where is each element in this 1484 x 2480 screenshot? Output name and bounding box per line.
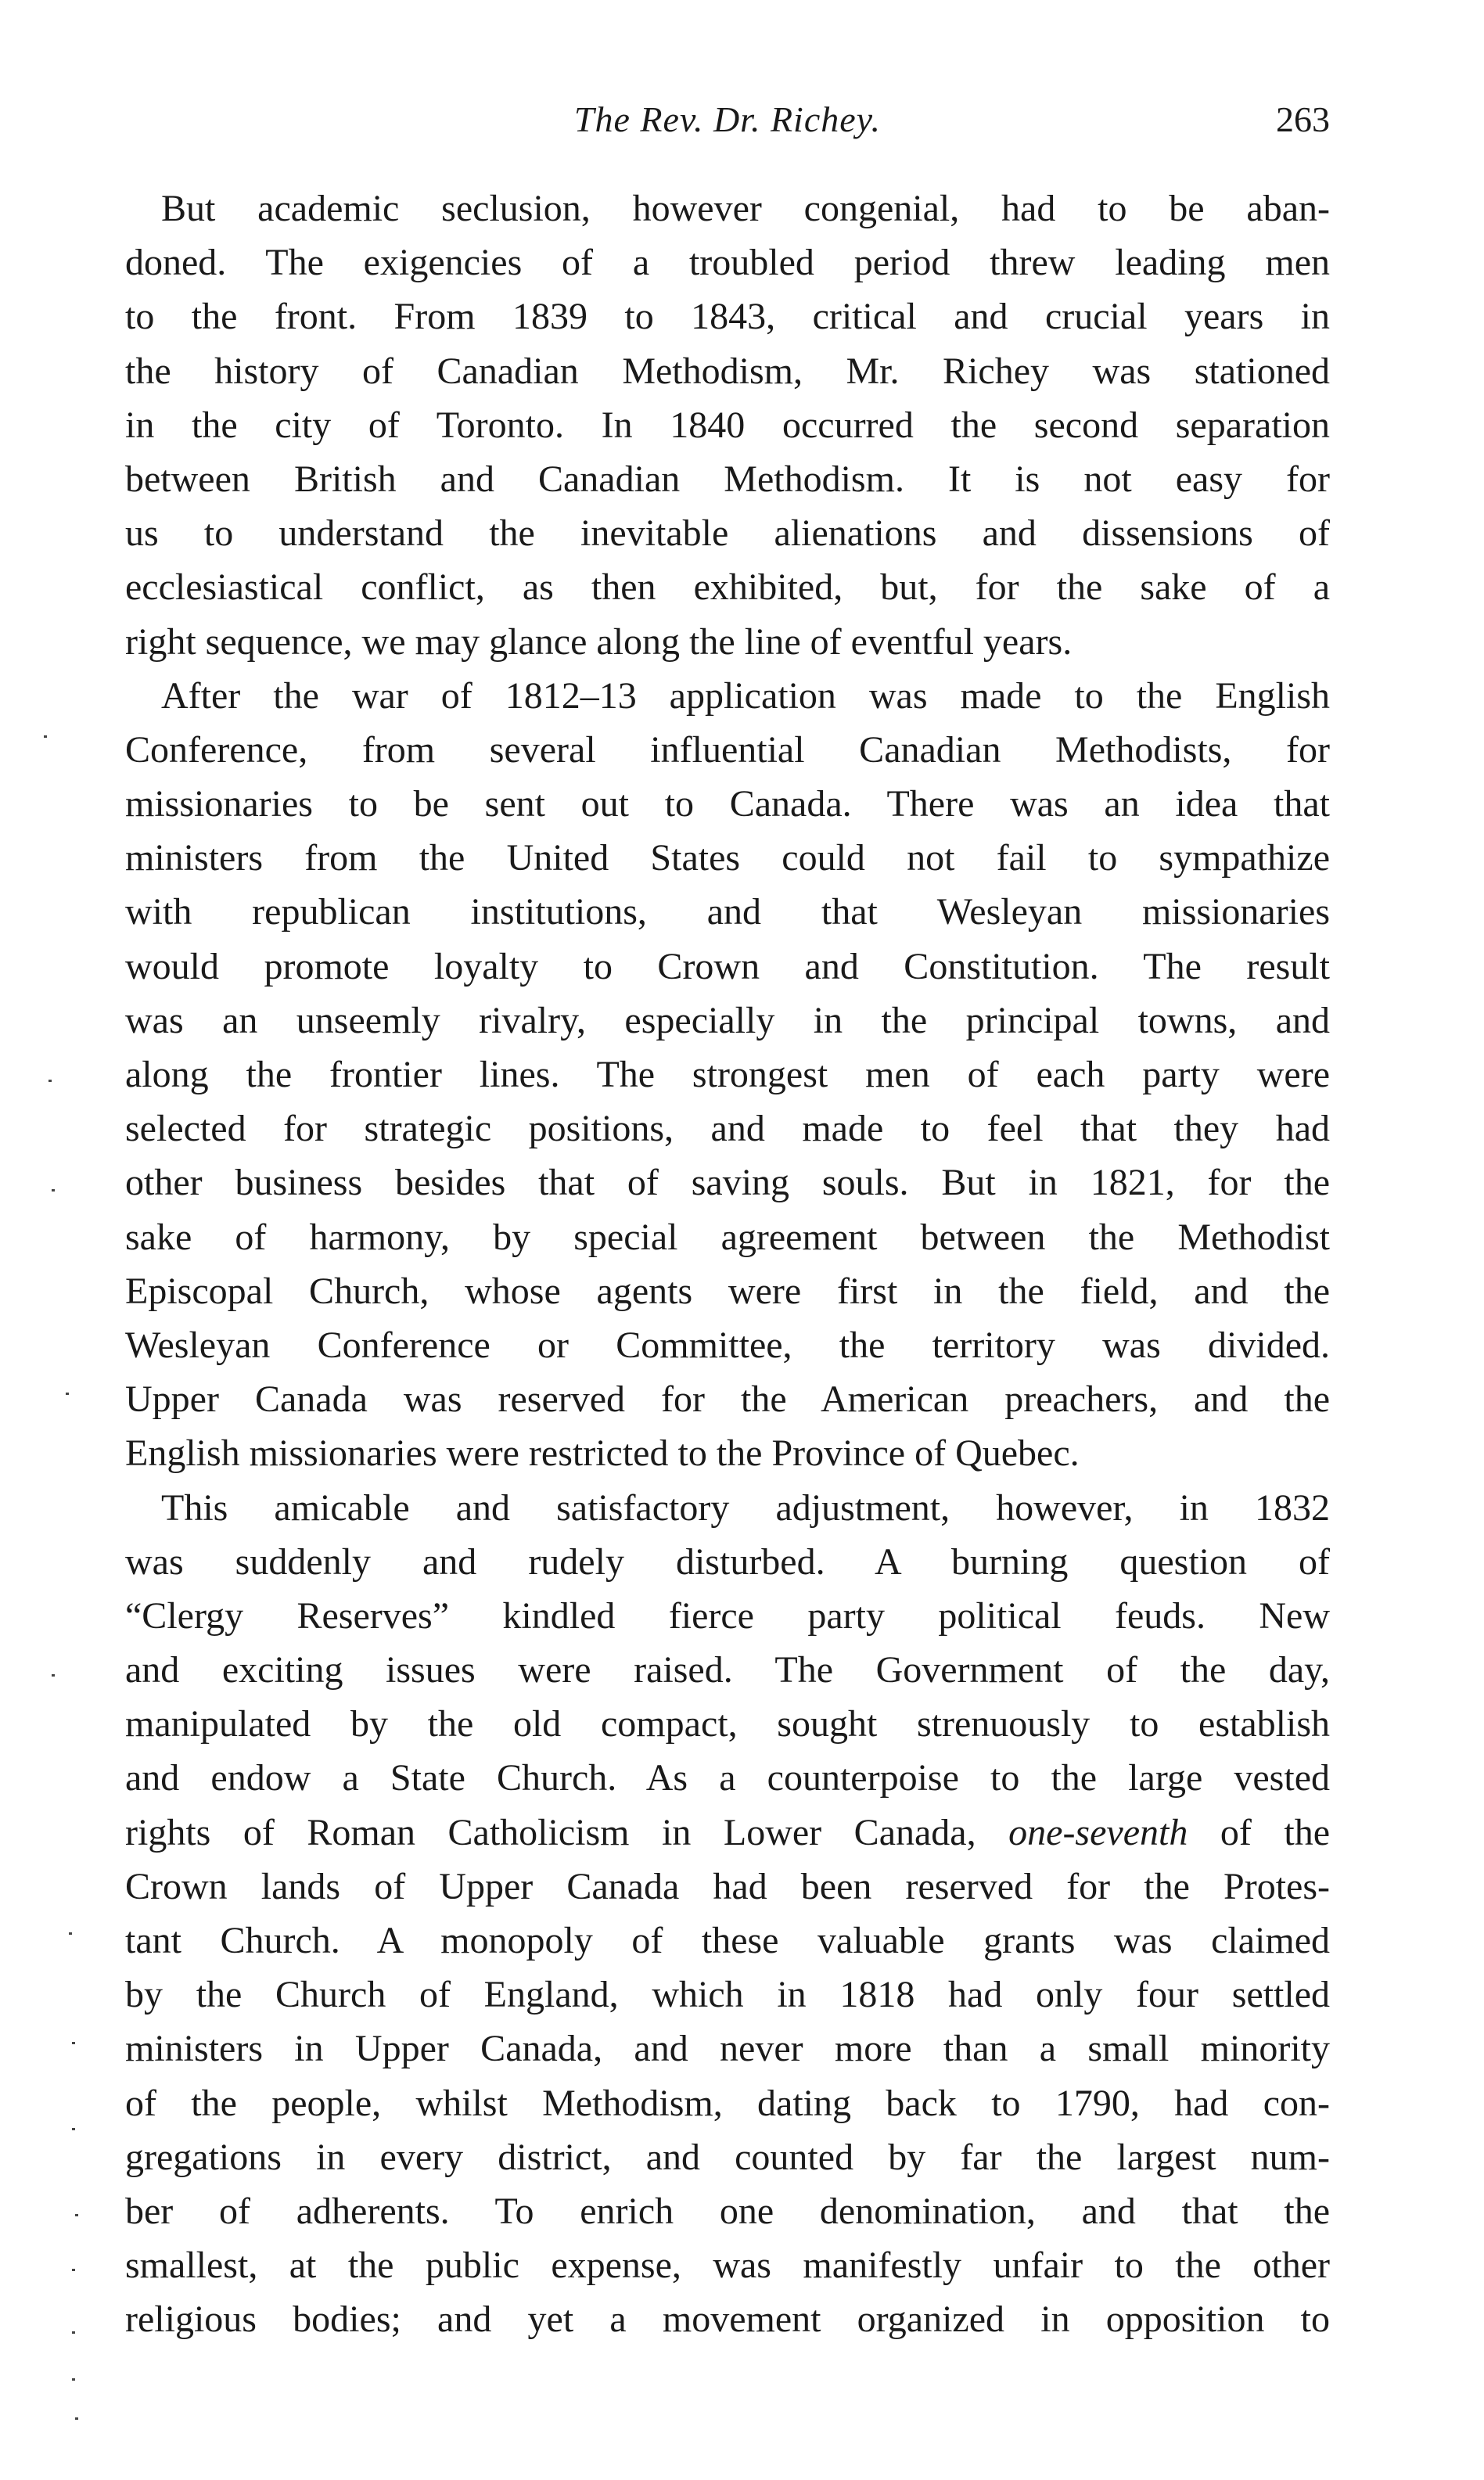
text-line: selected for strategic positions, and made to feel that they had <box>125 1108 1330 1150</box>
scan-speck <box>72 2128 75 2130</box>
text-line: with republican institutions, and that Wesleyan missionaries <box>125 891 1330 933</box>
text-line: This amicable and satisfactory adjustment, however, in 1832 <box>161 1486 1330 1529</box>
text-line: between British and Canadian Methodism. It is not easy for <box>125 458 1330 500</box>
text-line: Wesleyan Conference or Committee, the territory was divided. <box>125 1324 1330 1366</box>
text-line: tant Church. A monopoly of these valuable grants was claimed <box>125 1920 1330 1961</box>
text-line: “Clergy Reserves” kindled fierce party political feuds. New <box>125 1594 1330 1637</box>
scan-speck <box>49 1080 52 1082</box>
text-line: Episcopal Church, whose agents were first in the field, and the <box>125 1270 1330 1312</box>
text-line: ministers from the United States could not fail to sympathize <box>125 837 1330 879</box>
scan-speck <box>72 2331 75 2334</box>
text-line: right sequence, we may glance along the line of eventful years. <box>125 620 1073 663</box>
text-line: and endow a State Church. As a counterpoise to the large vested <box>125 1757 1330 1799</box>
scan-speck <box>75 2417 78 2420</box>
scan-speck <box>72 2378 75 2381</box>
scan-speck <box>66 1393 69 1395</box>
text-line: to the front. From 1839 to 1843, critical and crucial years in <box>125 296 1330 338</box>
text-line: But academic seclusion, however congenial, had to be aban- <box>161 188 1330 229</box>
text-segment: rights of Roman Catholicism in Lower Canada, <box>125 1811 976 1853</box>
text-line: sake of harmony, by special agreement between the Methodist <box>125 1216 1330 1258</box>
text-line: us to understand the inevitable alienations and dissensions of <box>125 512 1330 555</box>
scan-speck <box>44 735 47 738</box>
body-text <box>125 182 1330 2347</box>
scan-speck <box>52 1674 55 1677</box>
text-line: doned. The exigencies of a troubled period threw leading men <box>125 242 1330 284</box>
text-line: missionaries to be sent out to Canada. There was an idea that <box>125 783 1330 825</box>
text-line: After the war of 1812–13 application was made to the English <box>161 674 1330 717</box>
scan-speck <box>72 2042 75 2044</box>
text-line: other business besides that of saving souls. But in 1821, for the <box>125 1162 1330 1204</box>
text-line: English missionaries were restricted to the Province of Quebec. <box>125 1432 1080 1475</box>
emphasized-phrase: one-seventh <box>1008 1811 1188 1853</box>
text-line: manipulated by the old compact, sought strenuously to establish <box>125 1703 1330 1745</box>
text-line: smallest, at the public expense, was manifestly unfair to the other <box>125 2245 1330 2287</box>
text-line: gregations in every district, and counted by far the largest num- <box>125 2136 1330 2178</box>
running-title: The Rev. Dr. Richey. <box>573 99 882 139</box>
scan-speck <box>75 2214 78 2216</box>
text-line: religious bodies; and yet a movement organized in opposition to <box>125 2298 1330 2341</box>
text-line: was an unseemly rivalry, especially in the principal towns, and <box>125 999 1330 1041</box>
text-line: ministers in Upper Canada, and never more than a small minority <box>125 2028 1330 2070</box>
text-line: ber of adherents. To enrich one denomination, and that the <box>125 2190 1330 2232</box>
text-line: the history of Canadian Methodism, Mr. Richey was stationed <box>125 350 1330 392</box>
text-line-with-emphasis <box>125 1806 1330 1860</box>
text-line: by the Church of England, which in 1818 had only four settled <box>125 1974 1330 2016</box>
text-line: in the city of Toronto. In 1840 occurred the second separation <box>125 404 1330 446</box>
text-line: and exciting issues were raised. The Government of the day, <box>125 1649 1330 1691</box>
scan-speck <box>72 2269 75 2271</box>
running-head <box>125 92 1330 147</box>
text-line: would promote loyalty to Crown and Constitution. The result <box>125 945 1330 987</box>
text-segment: of the <box>1220 1811 1330 1853</box>
text-line: Upper Canada was reserved for the American preachers, and the <box>125 1378 1330 1421</box>
text-line: ecclesiastical conflict, as then exhibited, but, for the sake of a <box>125 566 1330 609</box>
text-line: was suddenly and rudely disturbed. A burning question of <box>125 1540 1330 1583</box>
text-line: Conference, from several influential Canadian Methodists, for <box>125 728 1330 771</box>
text-line: along the frontier lines. The strongest men of each party were <box>125 1054 1330 1095</box>
text-line: of the people, whilst Methodism, dating back to 1790, had con- <box>125 2082 1330 2124</box>
page-number: 263 <box>1276 99 1330 139</box>
scan-speck <box>69 1932 72 1935</box>
text-line: Crown lands of Upper Canada had been reserved for the Protes- <box>125 1865 1330 1907</box>
scan-speck <box>52 1189 55 1191</box>
